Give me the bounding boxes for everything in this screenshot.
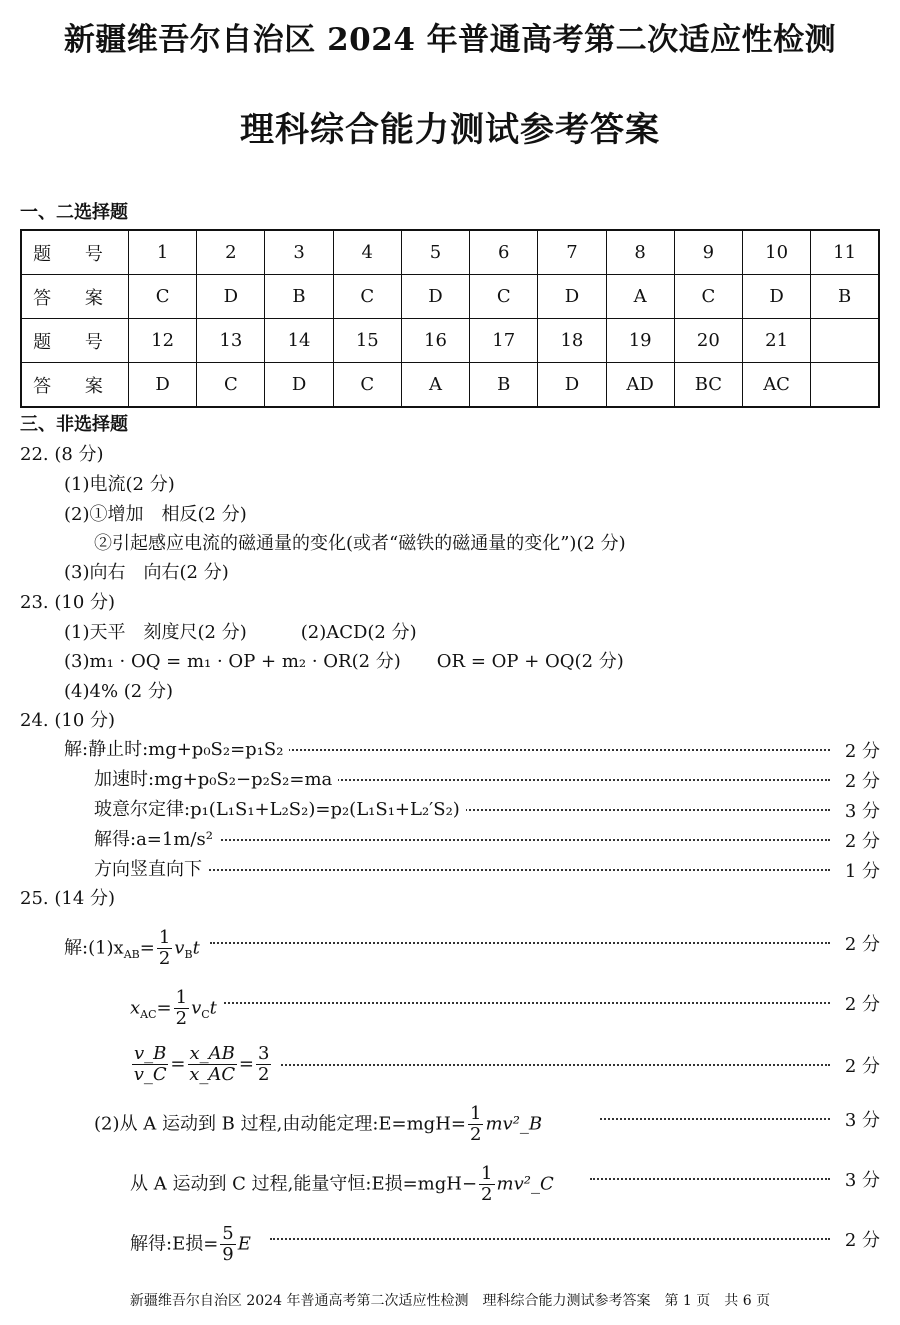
table-cell: 9 bbox=[674, 230, 742, 275]
q22-line: (1)电流(2 分) bbox=[64, 474, 175, 495]
document-title: 新疆维吾尔自治区 2024 年普通高考第二次适应性检测 bbox=[63, 22, 837, 58]
step-text: 玻意尔定律:p₁(L₁S₁+L₂S₂)=p₂(L₁S₁+L₂′S₂) bbox=[94, 795, 466, 821]
table-cell: C bbox=[129, 275, 197, 319]
table-cell: C bbox=[470, 275, 538, 319]
q23-heading: 23. (10 分) bbox=[20, 592, 116, 613]
table-cell: B bbox=[811, 275, 879, 319]
step-text: 解得:a=1m/s² bbox=[94, 825, 219, 851]
q22-line: (2)①增加 相反(2 分) bbox=[64, 504, 247, 525]
table-row bbox=[21, 363, 879, 408]
table-cell: 17 bbox=[470, 319, 538, 363]
q24-heading: 24. (10 分) bbox=[20, 710, 116, 731]
q25-step: $\frac{v\_B}{v\_C}$ = $\frac{x\_AB}{x\_AC}$ = $\frac{3}{2}$ 2 分 bbox=[0, 1044, 900, 1072]
table-cell: 11 bbox=[811, 230, 879, 275]
q23-line: (1)天平 刻度尺(2 分) (2)ACD(2 分) bbox=[64, 622, 417, 643]
q22-line: ②引起感应电流的磁通量的变化(或者“磁铁的磁通量的变化”)(2 分) bbox=[94, 533, 626, 554]
fraction: $\frac{3}{2}$ bbox=[257, 1043, 270, 1085]
q25-step: 从 A 运动到 C 过程,能量守恒:E损=mgH− $\frac{1}{2}$ mv²_C 3 分 bbox=[130, 1163, 880, 1205]
leader-dots bbox=[134, 869, 830, 871]
score: 2 分 bbox=[844, 1056, 880, 1077]
fraction: $\frac{v\_B}{v\_C}$ bbox=[133, 1043, 167, 1085]
table-cell: 2 bbox=[197, 230, 265, 275]
table-cell: D bbox=[742, 275, 810, 319]
table-cell: BC bbox=[674, 363, 742, 408]
leader-dots bbox=[600, 1118, 830, 1120]
q24-step bbox=[0, 765, 900, 793]
table-row bbox=[21, 319, 879, 363]
table-cell: 18 bbox=[538, 319, 606, 363]
table-cell: 21 bbox=[742, 319, 810, 363]
table-cell: AC bbox=[742, 363, 810, 408]
table-row bbox=[21, 230, 879, 275]
score: 3 分 bbox=[844, 801, 880, 822]
q25-step: 解$:(1)x_{AB}=$ $\frac{1}{2}$ $v_Bt$ 2 分 bbox=[64, 927, 880, 969]
table-cell: AD bbox=[606, 363, 674, 408]
fraction: $\frac{1}{2}$ bbox=[470, 1103, 482, 1145]
table-cell: D bbox=[538, 275, 606, 319]
q24-step bbox=[0, 795, 900, 823]
q25-step: $x_{AC}=$ $\frac{1}{2}$ $v_Ct$ 2 分 bbox=[130, 987, 880, 1029]
table-cell: C bbox=[197, 363, 265, 408]
fraction: $\frac{1}{2}$ bbox=[175, 987, 188, 1029]
fraction: $\frac{5}{9}$ bbox=[222, 1223, 234, 1265]
answer-table bbox=[20, 229, 880, 408]
score: 3 分 bbox=[844, 1110, 880, 1131]
step-text: 加速时:mg+p₀S₂−p₂S₂=ma bbox=[94, 765, 338, 791]
table-cell: 4 bbox=[333, 230, 401, 275]
fraction: $\frac{1}{2}$ bbox=[158, 927, 171, 969]
table-cell: B bbox=[265, 275, 333, 319]
table-cell: D bbox=[401, 275, 469, 319]
score: 2 分 bbox=[844, 994, 880, 1015]
table-cell: 15 bbox=[333, 319, 401, 363]
leader-dots bbox=[270, 1238, 830, 1240]
fraction: $\frac{1}{2}$ bbox=[481, 1163, 493, 1205]
table-cell: 5 bbox=[401, 230, 469, 275]
table-cell: 3 bbox=[265, 230, 333, 275]
table-cell: D bbox=[538, 363, 606, 408]
document-subtitle: 理科综合能力测试参考答案 bbox=[240, 110, 660, 150]
row-header: 答 案 bbox=[21, 363, 129, 408]
table-cell: 8 bbox=[606, 230, 674, 275]
table-cell: 19 bbox=[606, 319, 674, 363]
leader-dots bbox=[590, 1178, 830, 1180]
score: 2 分 bbox=[844, 831, 880, 852]
table-cell: A bbox=[606, 275, 674, 319]
q24-step bbox=[0, 855, 900, 883]
step-text: 方向竖直向下 bbox=[94, 855, 208, 881]
table-row bbox=[21, 275, 879, 319]
table-cell bbox=[811, 319, 879, 363]
table-cell: 7 bbox=[538, 230, 606, 275]
row-header: 题 号 bbox=[21, 230, 129, 275]
leader-dots bbox=[134, 839, 830, 841]
table-cell bbox=[811, 363, 879, 408]
table-cell: D bbox=[129, 363, 197, 408]
q24-step bbox=[0, 735, 900, 763]
table-cell: C bbox=[333, 363, 401, 408]
leader-dots bbox=[250, 1064, 830, 1066]
q23-line: (3)m₁ · OQ = m₁ · OP + m₂ · OR(2 分) OR = OP + OQ(2 分) bbox=[64, 651, 624, 672]
q25-heading: 25. (14 分) bbox=[20, 888, 116, 909]
score: 2 分 bbox=[844, 1230, 880, 1251]
q23-line: (4)4% (2 分) bbox=[64, 681, 173, 702]
row-header: 题 号 bbox=[21, 319, 129, 363]
table-cell: 14 bbox=[265, 319, 333, 363]
q22-line: (3)向右 向右(2 分) bbox=[64, 562, 229, 583]
score: 2 分 bbox=[844, 771, 880, 792]
table-cell: 6 bbox=[470, 230, 538, 275]
row-header: 答 案 bbox=[21, 275, 129, 319]
table-cell: 10 bbox=[742, 230, 810, 275]
table-cell: 16 bbox=[401, 319, 469, 363]
leader-dots bbox=[220, 1002, 830, 1004]
score: 2 分 bbox=[844, 741, 880, 762]
q25-step: (2)从 A 运动到 B 过程,由动能定理:E=mgH= $\frac{1}{2}$ mv²_B 3 分 bbox=[94, 1103, 880, 1145]
q24-step bbox=[0, 825, 900, 853]
q22-heading: 22. (8 分) bbox=[20, 444, 104, 465]
table-cell: 13 bbox=[197, 319, 265, 363]
table-cell: 12 bbox=[129, 319, 197, 363]
table-cell: C bbox=[333, 275, 401, 319]
fraction: $\frac{x\_AB}{x\_AC}$ bbox=[189, 1043, 236, 1085]
page-footer: 新疆维吾尔自治区 2024 年普通高考第二次适应性检测 理科综合能力测试参考答案 第 1 页 共 6 页 bbox=[129, 1293, 771, 1309]
table-cell: A bbox=[401, 363, 469, 408]
table-cell: 20 bbox=[674, 319, 742, 363]
table-cell: D bbox=[197, 275, 265, 319]
step-text: 解:静止时:mg+p₀S₂=p₁S₂ bbox=[64, 735, 289, 761]
table-cell: C bbox=[674, 275, 742, 319]
q25-step: 解得:E损= $\frac{5}{9}$ E 2 分 bbox=[130, 1223, 880, 1265]
table-cell: B bbox=[470, 363, 538, 408]
section-heading-nonchoice: 三、非选择题 bbox=[20, 414, 128, 435]
score: 2 分 bbox=[844, 934, 880, 955]
section-heading-choice: 一、二选择题 bbox=[20, 202, 128, 223]
leader-dots bbox=[210, 942, 830, 944]
table-cell: 1 bbox=[129, 230, 197, 275]
table-cell: D bbox=[265, 363, 333, 408]
score: 3 分 bbox=[844, 1170, 880, 1191]
score: 1 分 bbox=[844, 861, 880, 882]
